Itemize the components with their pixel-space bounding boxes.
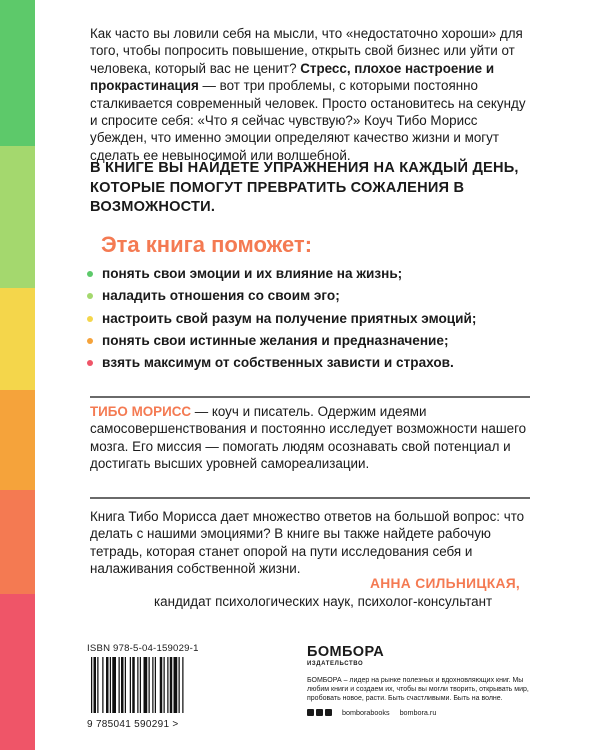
social-icons	[307, 709, 332, 716]
bullet-dot	[87, 271, 93, 277]
review-quote: Книга Тибо Морисса дает множество ответов на большой вопрос: что делать с нашими эмоциями? В книге вы также найдете рабочую тетрадь, которая станет опорой на пути исследования себя и налаживания собственной жизни.	[90, 509, 525, 577]
callout-text: В КНИГЕ ВЫ НАЙДЕТЕ УПРАЖНЕНИЯ НА КАЖДЫЙ ДЕНЬ, КОТОРЫЕ ПОМОГУТ ПРЕВРАТИТЬ СОЖАЛЕНИЯ В ВОЗМОЖНОСТИ.	[90, 160, 519, 215]
publisher-site: bombora.ru	[399, 707, 437, 717]
intro-text-a: Как часто вы ловили себя на мысли, что «недостаточно хороши» для того, чтобы попросить повышение, открыть свой бизнес или уйти от человека, который вас не ценит?	[90, 26, 523, 76]
list-item-text: взять максимум от собственных зависти и страхов.	[102, 355, 454, 371]
publisher-block	[307, 645, 537, 717]
intro-paragraph	[90, 25, 535, 164]
author-name: ТИБО МОРИСС	[90, 404, 192, 419]
color-stripe-red	[0, 594, 35, 750]
list-item	[87, 308, 476, 330]
social-network-icon	[307, 709, 314, 716]
list-item	[87, 285, 476, 307]
list-item-text: понять свои истинные желания и предназначение;	[102, 332, 449, 348]
color-stripe-orange	[0, 390, 35, 490]
social-network-icon	[325, 709, 332, 716]
benefits-list	[87, 263, 476, 374]
barcode-digits: 9 785041 590291 >	[87, 719, 179, 730]
bullet-dot	[87, 360, 93, 366]
list-item-text: настроить свой разум на получение приятных эмоций;	[102, 310, 477, 326]
publisher-handle: bomborabooks	[342, 707, 390, 717]
author-bio	[90, 403, 535, 473]
list-item-text: понять свои эмоции и их влияние на жизнь;	[102, 266, 403, 281]
helps-title: Эта книга поможет:	[101, 232, 313, 257]
color-stripe-green	[0, 0, 35, 146]
color-stripe-light-green	[0, 146, 35, 288]
isbn-barcode-block	[87, 643, 242, 730]
publisher-description: БОМБОРА – лидер на рынке полезных и вдохновляющих книг. Мы любим книги и создаем их, чтобы вы могли творить, открывать мир, пробовать новое, расти. Быть счастливыми. Быть на волне.	[307, 677, 529, 703]
intro-text-b: — вот три проблемы, с которыми постоянно сталкивается современный человек. Просто остановитесь на секунду и спросите себя: «Что я сейчас чувствую?» Коуч Тибо Морисс убежден, что именно эмоции определяют качество жизни и могут сделать ее невыносимой или волшебной.	[90, 78, 526, 163]
publisher-links	[307, 708, 537, 717]
publisher-logo-subtitle: ИЗДАТЕЛЬСТВО	[307, 661, 364, 667]
list-item	[87, 352, 476, 374]
list-item-text: наладить отношения со своим эго;	[102, 288, 340, 304]
list-item	[87, 263, 476, 285]
bullet-dot	[87, 338, 93, 344]
divider-top	[90, 396, 530, 398]
bullet-dot	[87, 293, 93, 299]
color-stripe-coral	[0, 490, 35, 594]
isbn-label: ISBN 978-5-04-159029-1	[87, 643, 199, 654]
quote-author: АННА СИЛЬНИЦКАЯ,	[370, 576, 521, 591]
barcode-icon	[87, 657, 237, 713]
social-network-icon	[316, 709, 323, 716]
quote-author-role: кандидат психологических наук, психолог-консультант	[154, 594, 493, 609]
bullet-dot	[87, 316, 93, 322]
divider-bottom	[90, 497, 530, 499]
list-item	[87, 330, 476, 352]
color-stripe-yellow	[0, 288, 35, 390]
intro-bold: Стресс, плохое настроение и прокрастинация	[90, 60, 495, 94]
author-bio-text: — коуч и писатель. Одержим идеями самосовершенствования и постоянно исследует возможности нашего мозга. Его миссия — помогать людям осознавать свой потенциал и достигать высших уровней самореализации.	[90, 404, 527, 472]
publisher-logo: БОМБОРА	[307, 644, 385, 660]
